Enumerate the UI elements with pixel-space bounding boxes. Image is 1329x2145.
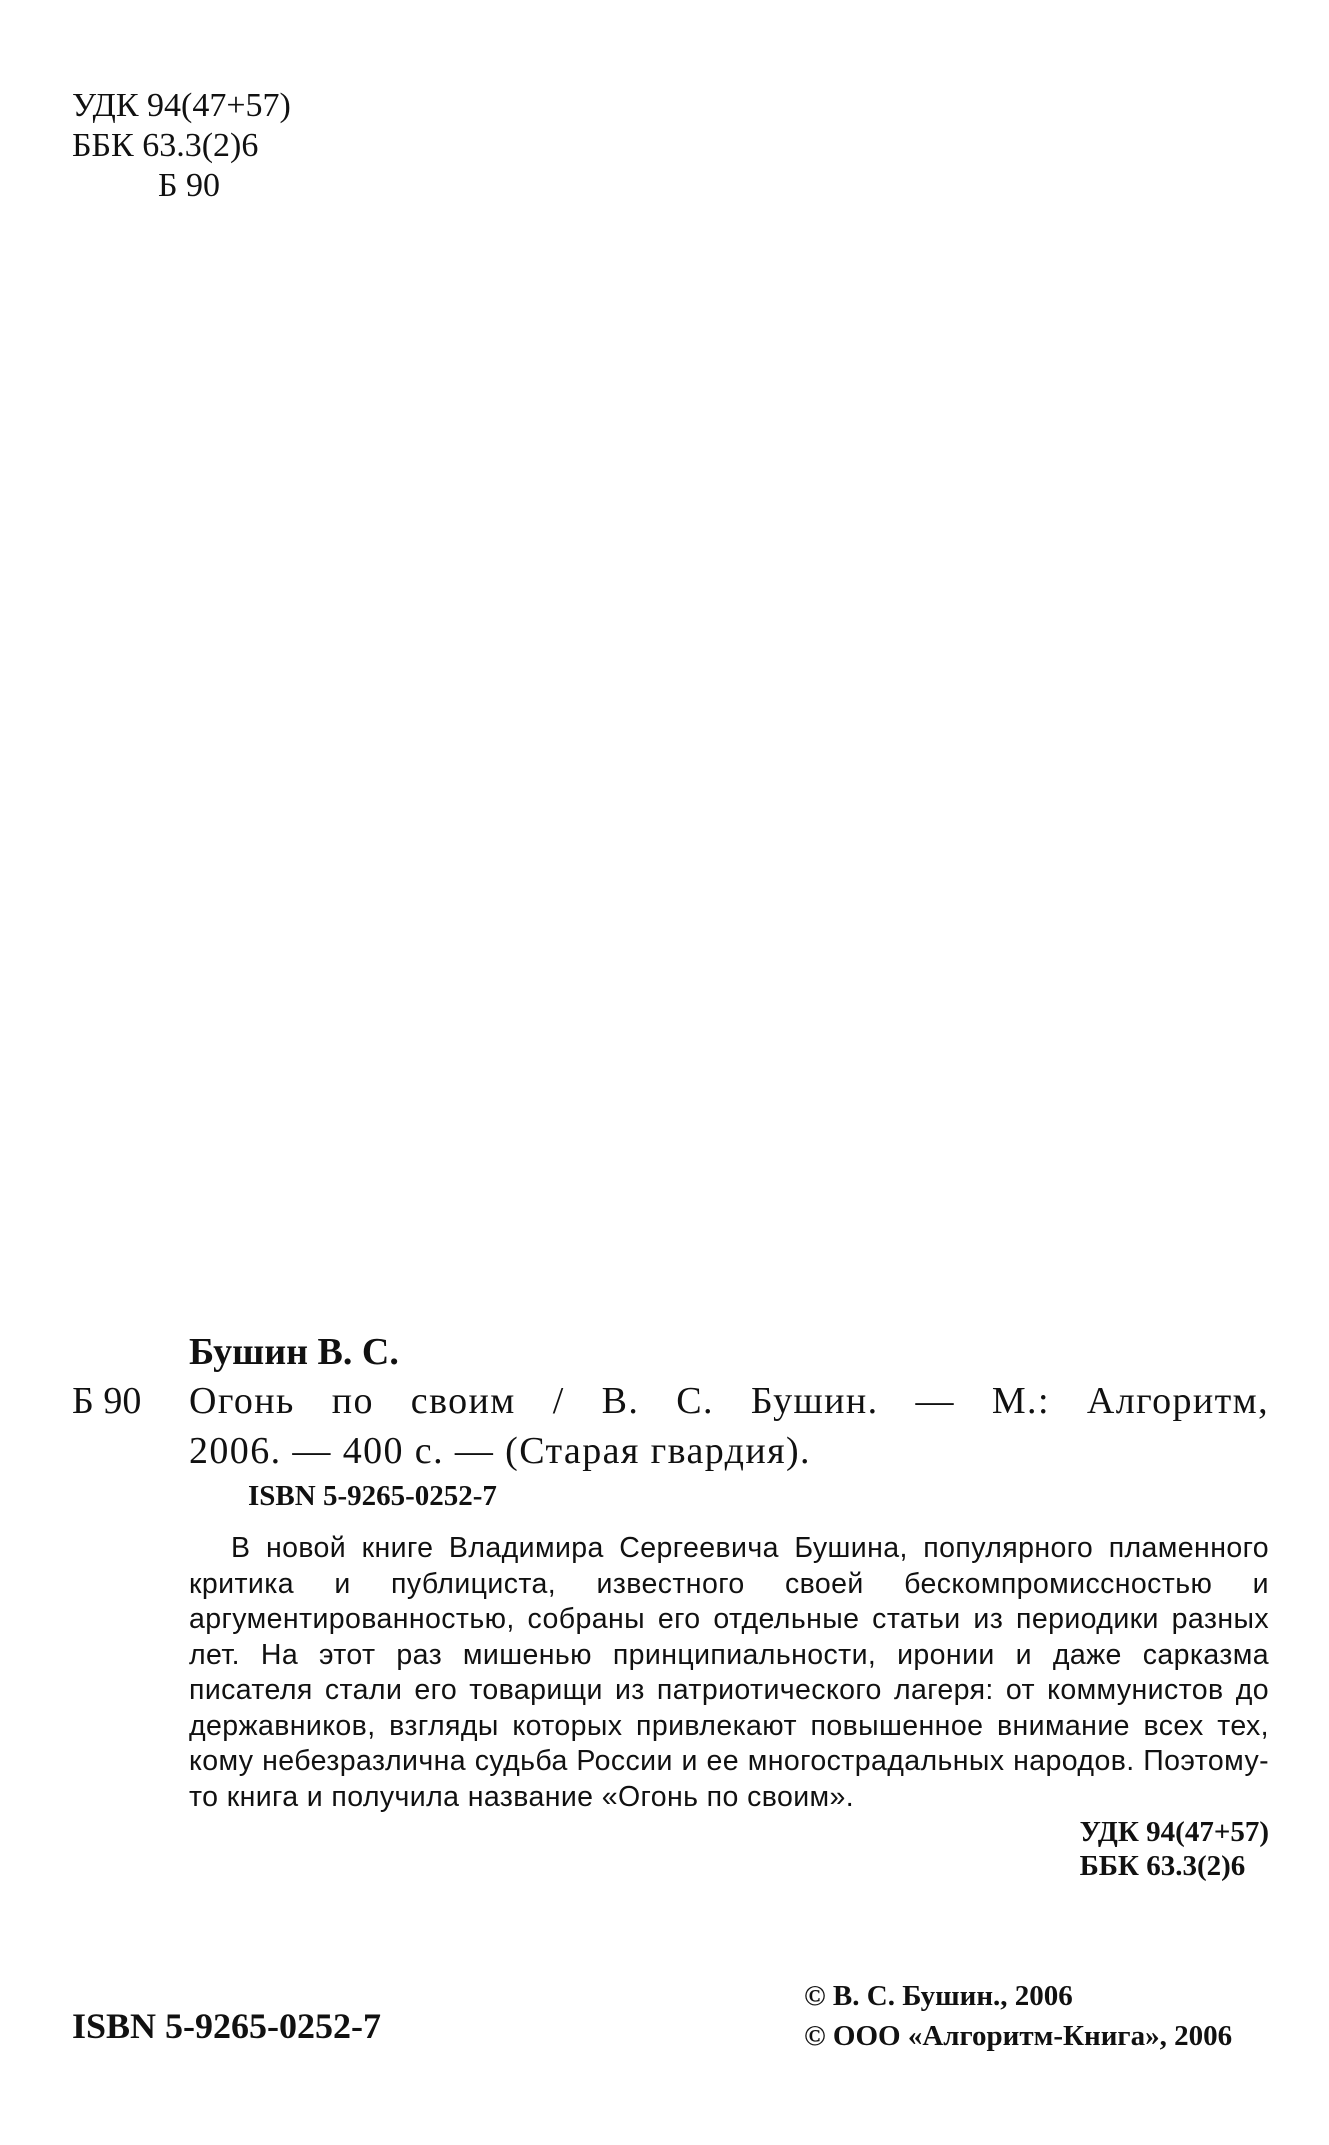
book-annotation: В новой книге Владимира Сергеевича Бушина, популярного пламенного критика и публициста, известного своей бескомпромиссностью и аргументированностью, собраны его отдельные статьи из периодики разных лет. На этот раз мишенью принципиальности, иронии и даже сарказма писателя стали его товарищи из патриотического лагеря: от коммунистов до державников, взгляды которых привлекают повышенное внимание всех тех, кому небезразлична судьба России и ее многострадальных народов. Поэтому-то книга и получила название «Огонь по своим». bbox=[189, 1532, 1269, 1813]
record-classification-codes bbox=[1080, 1815, 1269, 1883]
header-author-mark: Б 90 bbox=[158, 167, 221, 204]
copyright-block bbox=[804, 1976, 1232, 2056]
author-heading: Бушин В. С. bbox=[189, 1331, 399, 1373]
record-udk-code: УДК 94(47+57) bbox=[1079, 1816, 1269, 1848]
bib-imprint-line: 2006. — 400 с. — (Старая гвардия). bbox=[189, 1430, 811, 1472]
footer-isbn: ISBN 5-9265-0252-7 bbox=[72, 2006, 382, 2046]
header-bbk-code: ББК 63.3(2)6 bbox=[72, 127, 259, 164]
record-author-mark: Б 90 bbox=[72, 1380, 142, 1422]
copyright-publisher: © ООО «Алгоритм-Книга», 2006 bbox=[804, 2020, 1233, 2052]
bibliographic-description bbox=[189, 1376, 1269, 1476]
header-udk-code: УДК 94(47+57) bbox=[72, 87, 291, 124]
header-classification-codes bbox=[72, 86, 291, 206]
bib-title-line: Огонь по своим / В. С. Бушин. — М.: Алгоритм, bbox=[189, 1380, 1269, 1422]
record-isbn: ISBN 5-9265-0252-7 bbox=[248, 1480, 497, 1512]
record-bbk-code: ББК 63.3(2)6 bbox=[1079, 1850, 1246, 1882]
copyright-author: © В. С. Бушин., 2006 bbox=[804, 1980, 1073, 2012]
